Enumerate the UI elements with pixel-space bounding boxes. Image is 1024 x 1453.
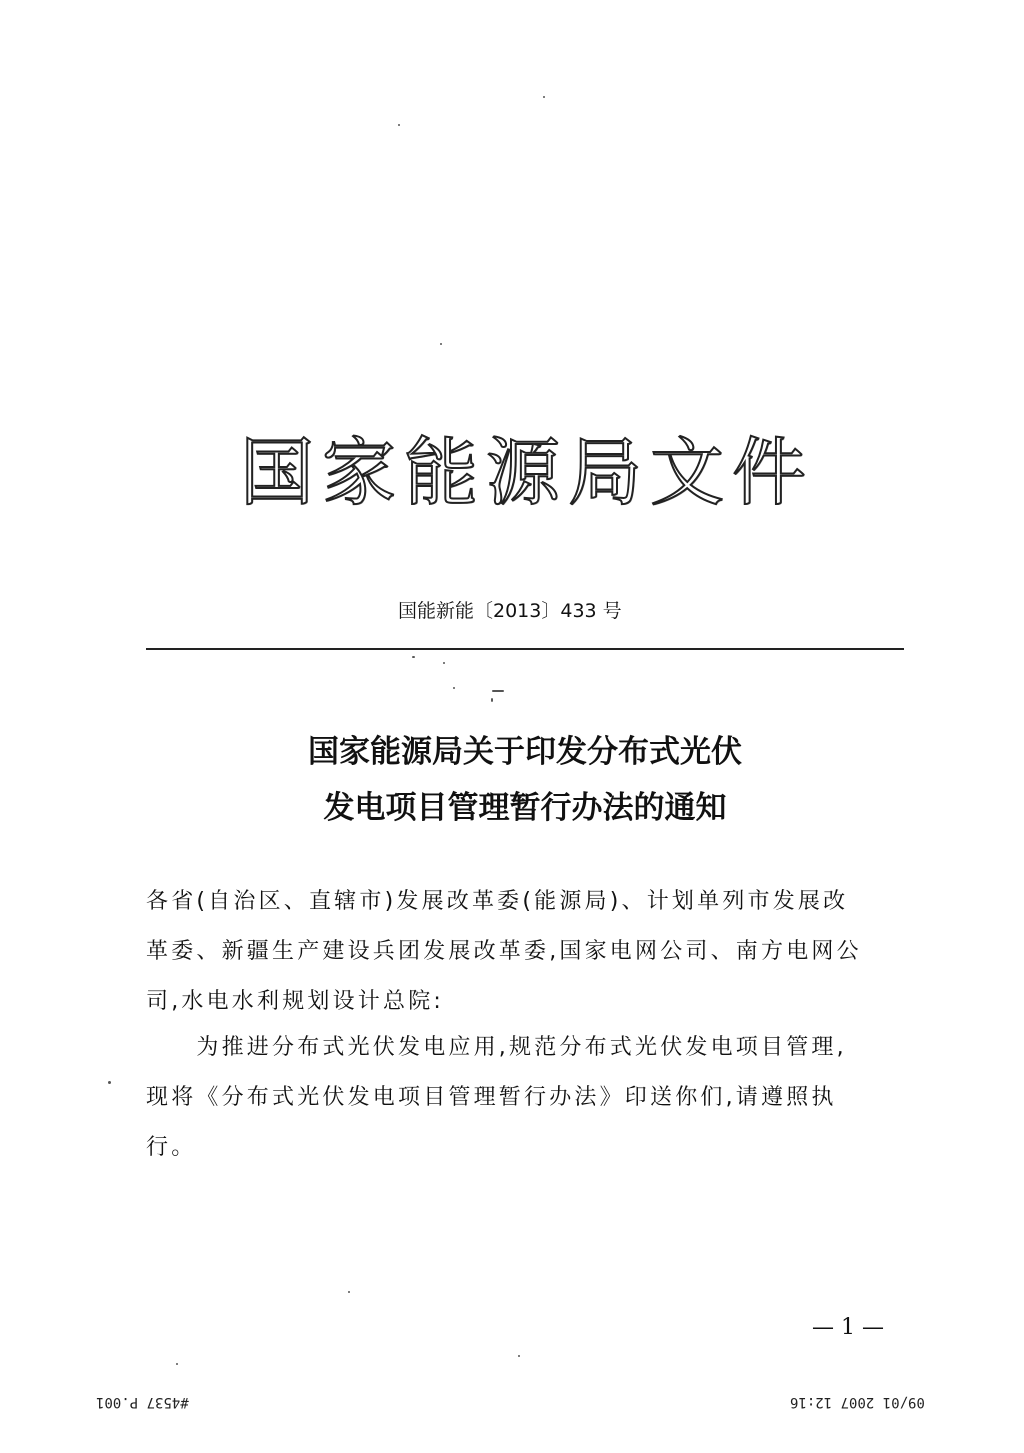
scan-speck	[348, 1291, 350, 1293]
scan-speck	[543, 96, 545, 98]
notice-title-line-1: 国家能源局关于印发分布式光伏	[308, 734, 742, 770]
page-number: — 1 —	[812, 1315, 884, 1340]
scan-speck	[453, 687, 455, 689]
fax-header-right: 09/01 2007 12:16	[790, 1394, 925, 1410]
header-divider	[146, 648, 904, 650]
document-number: 国能新能〔2013〕433 号	[398, 600, 622, 622]
scan-speck	[518, 1355, 520, 1357]
content-paragraph	[146, 1023, 908, 1173]
content-line: 为推进分布式光伏发电应用,规范分布式光伏发电项目管理,	[146, 1035, 847, 1060]
scan-speck	[176, 1363, 178, 1365]
scan-speck	[398, 124, 400, 126]
notice-title-line-2: 发电项目管理暂行办法的通知	[323, 790, 727, 826]
recipients-paragraph	[146, 877, 908, 1027]
recipients-line: 司,水电水利规划设计总院:	[146, 989, 445, 1014]
fax-header-left: #4537 P.001	[96, 1394, 189, 1410]
recipients-line: 各省(自治区、直辖市)发展改革委(能源局)、计划单列市发展改	[146, 889, 849, 914]
content-line: 行。	[146, 1135, 197, 1160]
scan-speck	[491, 698, 493, 702]
issuing-authority-header: 国家能源局文件	[240, 430, 814, 516]
scan-speck	[412, 656, 415, 658]
scan-speck	[440, 343, 442, 345]
recipients-line: 革委、新疆生产建设兵团发展改革委,国家电网公司、南方电网公	[146, 939, 862, 964]
scan-speck	[108, 1081, 111, 1084]
content-line: 现将《分布式光伏发电项目管理暂行办法》印送你们,请遵照执	[146, 1085, 837, 1110]
scan-speck	[492, 690, 504, 692]
scan-speck	[443, 662, 445, 664]
